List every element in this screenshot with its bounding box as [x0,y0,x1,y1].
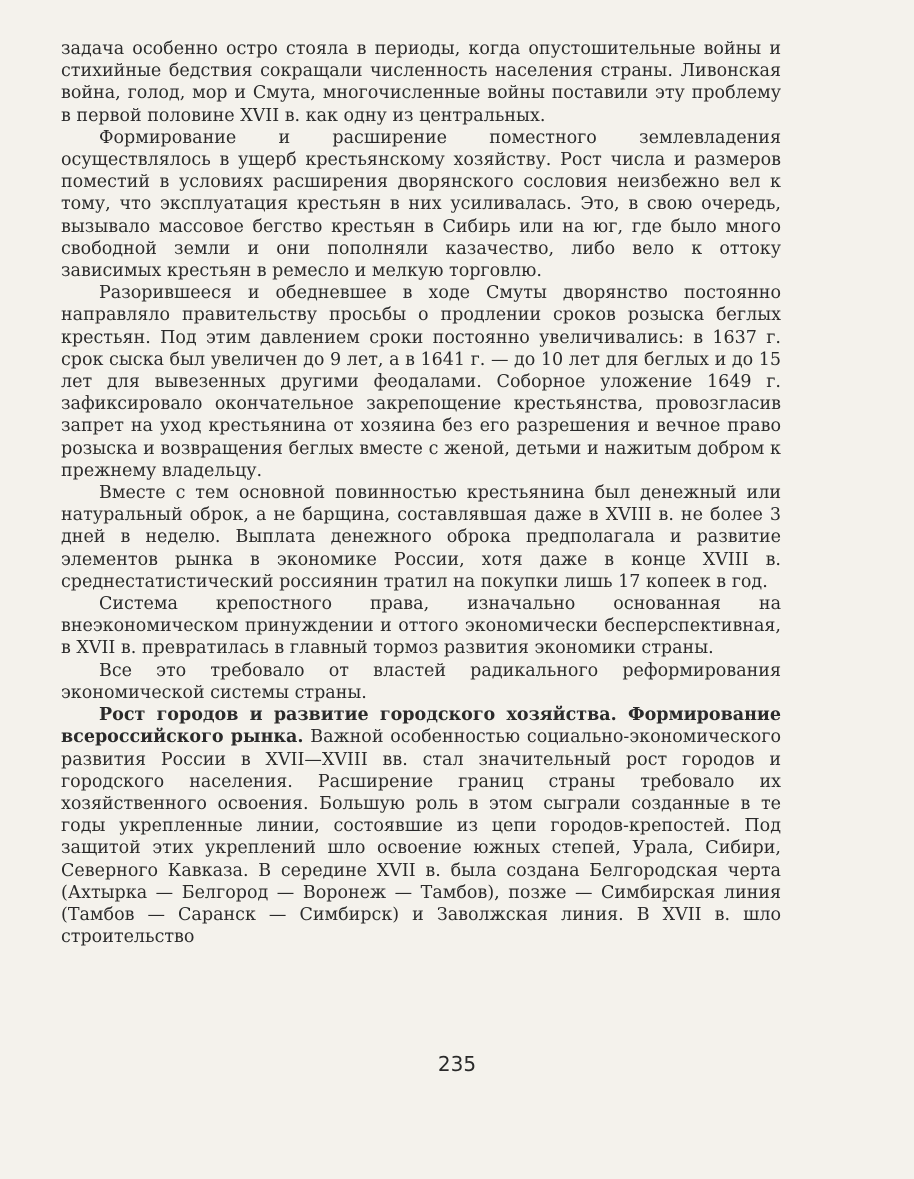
paragraph-4 [61,482,781,593]
paragraph-2 [61,127,781,282]
paragraph-6-text: Все это требовало от властей радикального реформирования экономической системы страны. [61,660,781,703]
paragraph-7-text: Важной особенностью социально-экономического развития России в XVII—XVIII вв. стал значительный рост городов и городского населения. Расширение границ страны требовало их хозяйственного освоения. Большую роль в этом сыграли созданные в те годы укрепленные линии, состоявшие из цепи городов-крепостей. Под защитой этих укреплений шло освоение южных степей, Урала, Сибири, Северного Кавказа. В середине XVII в. была создана Белгородская черта (Ахтырка — Белгород — Воронеж — Тамбов), позже — Симбирская линия (Тамбов — Саранск — Симбирск) и Заволжская линия. В XVII в. шло строительство [61,727,781,948]
section-heading: Рост городов и развитие городского хозяйства. Формирование всероссийского рынка. [61,705,781,748]
paragraph-6 [61,660,781,704]
paragraph-1-text: задача особенно остро стояла в периоды, когда опустошительные войны и стихийные бедствия сокращали численность населения страны. Ливонская война, голод, мор и Смута, многочисленные войны поставили эту проблему в первой половине XVII в. как одну из центральных. [61,39,781,126]
paragraph-7 [61,704,781,948]
paragraph-5-text: Система крепостного права, изначально основанная на внеэкономическом принуждении и оттого экономически бесперспективная, в XVII в. превратилась в главный тормоз развития экономики страны. [61,594,781,659]
paragraph-2-text: Формирование и расширение поместного землевладения осуществлялось в ущерб крестьянскому хозяйству. Рост числа и размеров поместий в условиях расширения дворянского сословия неизбежно вел к тому, что эксплуатация крестьян в них усиливалась. Это, в свою очередь, вызывало массовое бегство крестьян в Сибирь или на юг, где было много свободной земли и они пополняли казачество, либо вело к оттоку зависимых крестьян в ремесло и мелкую торговлю. [61,127,781,282]
paragraph-4-text: Вместе с тем основной повинностью крестьянина был денежный или натуральный оброк, а не барщина, составлявшая даже в XVIII в. не более 3 дней в неделю. Выплата денежного оброка предполагала и развитие элементов рынка в экономике России, хотя даже в конце XVIII в. среднестатистический россиянин тратил на покупки лишь 17 копеек в год. [61,483,781,592]
page-body [61,38,781,948]
paragraph-1 [61,38,781,127]
paragraph-5 [61,593,781,660]
paragraph-3 [61,282,781,482]
page-number: 235 [437,1052,477,1076]
paragraph-3-text: Разорившееся и обедневшее в ходе Смуты дворянство постоянно направляло правительству просьбы о продлении сроков розыска беглых крестьян. Под этим давлением сроки постоянно увеличивались: в 1637 г. срок сыска был увеличен до 9 лет, а в 1641 г. — до 10 лет для беглых и до 15 лет для вывезенных другими феодалами. Соборное уложение 1649 г. зафиксировало окончательное закрепощение крестьянства, провозгласив запрет на уход крестьянина от хозяина без его разрешения и вечное право розыска и возвращения беглых вместе с женой, детьми и нажитым добром к прежнему владельцу. [61,283,781,481]
